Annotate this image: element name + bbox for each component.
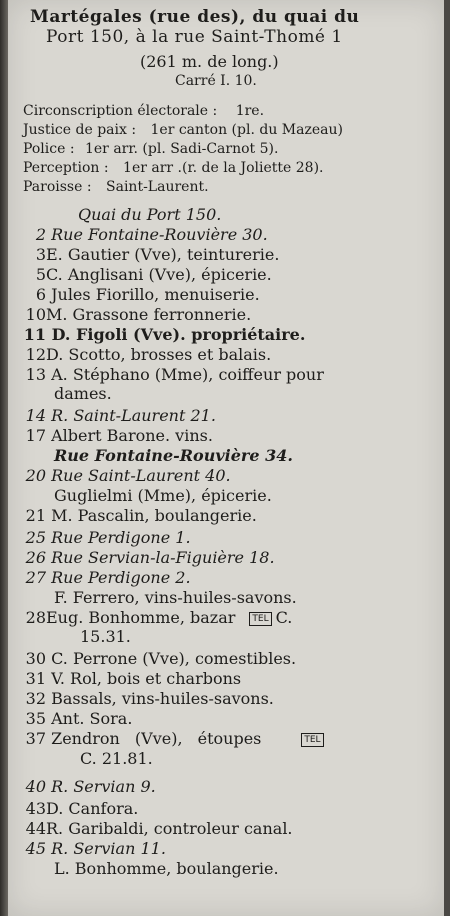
entry-line: 20 Rue Saint-Laurent 40. bbox=[25, 466, 231, 485]
info-paroisse bbox=[23, 178, 209, 196]
entry-line: 35 Ant. Sora. bbox=[25, 709, 133, 728]
entry-line: Guglielmi (Mme), épicerie. bbox=[54, 486, 272, 505]
entry-line: 6 Jules Fiorillo, menuiserie. bbox=[35, 285, 260, 304]
entry-line: 10M. Grassone ferronnerie. bbox=[25, 305, 252, 324]
entry-line: F. Ferrero, vins-huiles-savons. bbox=[54, 588, 297, 607]
entry-line: 13 A. Stéphano (Mme), coiffeur pour bbox=[25, 365, 324, 384]
justice-label: Justice de paix : bbox=[23, 122, 137, 138]
entry-line: 14 R. Saint-Laurent 21. bbox=[25, 406, 216, 425]
police-label: Police : bbox=[23, 141, 75, 157]
entry-line: C. 21.81. bbox=[80, 749, 153, 768]
entry-line: dames. bbox=[54, 384, 112, 403]
paroisse-value: Saint-Laurent. bbox=[106, 179, 209, 195]
justice-value: 1er canton (pl. du Mazeau) bbox=[150, 122, 343, 138]
entry-line: 5C. Anglisani (Vve), épicerie. bbox=[35, 265, 272, 284]
entry-line: 30 C. Perrone (Vve), comestibles. bbox=[25, 649, 297, 668]
entry-line: 21 M. Pascalin, boulangerie. bbox=[25, 506, 257, 525]
police-value: 1er arr. (pl. Sadi-Carnot 5). bbox=[84, 141, 279, 157]
paroisse-label: Paroisse : bbox=[23, 179, 92, 195]
entry-line: 15.31. bbox=[80, 627, 131, 646]
entry-line: 17 Albert Barone. vins. bbox=[25, 426, 213, 445]
entry-line: 27 Rue Perdigone 2. bbox=[25, 568, 191, 587]
entry-line: 37 Zendron (Vve), étoupes TEL bbox=[22, 730, 328, 748]
entry-line: 12D. Scotto, brosses et balais. bbox=[25, 345, 272, 364]
entry-line: 3E. Gautier (Vve), teinturerie. bbox=[35, 245, 280, 264]
circ-value: 1re. bbox=[235, 103, 265, 119]
info-perception bbox=[23, 159, 323, 177]
page-gutter-shadow bbox=[0, 0, 8, 916]
entry-line: 11 D. Figoli (Vve). propriétaire. bbox=[23, 325, 306, 344]
street-heading-line1: Martégales (rue des), du quai du bbox=[30, 7, 360, 27]
circ-label: Circonscription électorale : bbox=[23, 103, 218, 119]
entry-line: 44R. Garibaldi, controleur canal. bbox=[25, 819, 293, 838]
entry-line: 25 Rue Perdigone 1. bbox=[25, 528, 191, 547]
entry-line: 32 Bassals, vins-huiles-savons. bbox=[25, 689, 274, 708]
carre-reference: Carré I. 10. bbox=[175, 73, 257, 89]
entry-line: L. Bonhomme, boulangerie. bbox=[54, 859, 279, 878]
entry-line: 2 Rue Fontaine-Rouvière 30. bbox=[35, 225, 268, 244]
entry-line: 43D. Canfora. bbox=[25, 799, 139, 818]
street-length: (261 m. de long.) bbox=[140, 52, 279, 71]
perception-value: 1er arr .(r. de la Joliette 28). bbox=[123, 160, 324, 176]
entry-line: 31 V. Rol, bois et charbons bbox=[25, 669, 242, 688]
entry-line: 26 Rue Servian-la-Figuière 18. bbox=[25, 548, 275, 567]
info-circonscription bbox=[23, 102, 264, 120]
telephone-icon: TEL bbox=[249, 612, 271, 626]
street-heading-line2: Port 150, à la rue Saint-Thomé 1 bbox=[46, 27, 343, 47]
info-police bbox=[23, 140, 278, 158]
entry-line: 28Eug. Bonhomme, bazar TEL C. bbox=[25, 608, 293, 627]
entry-line: Quai du Port 150. bbox=[78, 205, 222, 224]
entry-line: 45 R. Servian 11. bbox=[25, 839, 166, 858]
entry-line: Rue Fontaine-Rouvière 34. bbox=[54, 446, 293, 465]
info-justice bbox=[23, 121, 343, 139]
perception-label: Perception : bbox=[23, 160, 109, 176]
telephone-icon: TEL bbox=[301, 733, 323, 747]
entry-line: 40 R. Servian 9. bbox=[25, 777, 156, 796]
directory-page bbox=[8, 0, 444, 916]
